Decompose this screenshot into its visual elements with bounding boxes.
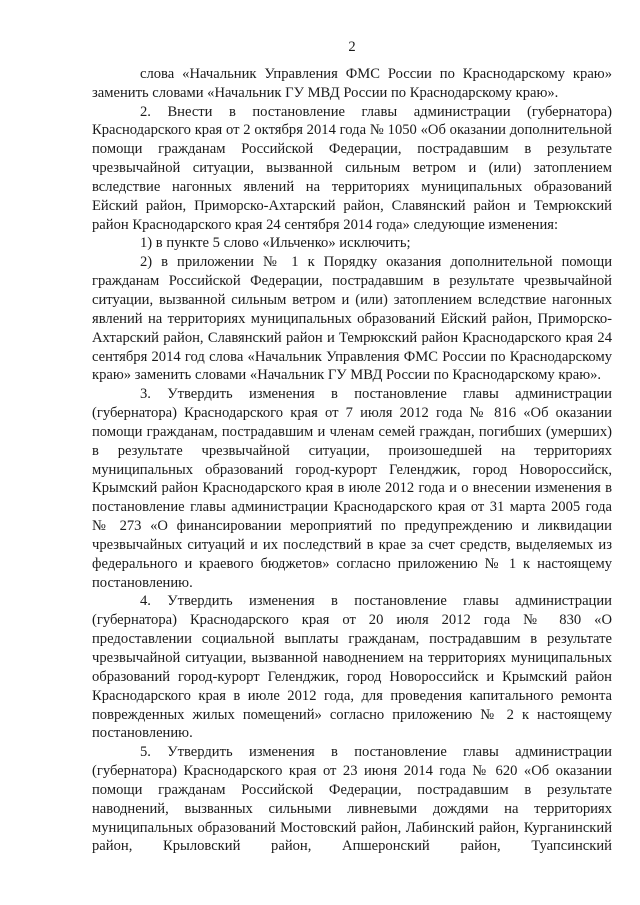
page-number: 2 [348,39,356,55]
paragraph-1: слова «Начальник Управления ФМС России по Краснодарскому краю» заменить словами «Начальник ГУ МВД России по Краснодарскому краю». [92,65,612,101]
paragraph-5: 3. Утвердить изменения в постановление главы администрации (губернатора) Краснодарского края от 7 июля 2012 года № 816 «Об оказании помощи гражданам, пострадавшим и членам семей граждан, погибших (умерших) в результате чрезвычайной ситуации, произошедшей на территориях муниципальных образований город-курорт Геленджик, город Новороссийск, Крымский район Краснодарского края в июле 2012 года и о внесении изменения в постановление главы администрации Краснодарского края от 31 марта 2005 года № 273 «О финансировании мероприятий по предупреждению и ликвидации чрезвычайных ситуаций и их последствий в крае за счет средств, выделяемых из федерального и краевого бюджетов» согласно приложению № 1 к настоящему постановлению. [92,386,612,591]
paragraph-3: 1) в пункте 5 слово «Ильченко» исключить; [140,235,411,252]
paragraph-7: 5. Утвердить изменения в постановление главы администрации (губернатора) Краснодарского края от 23 июня 2014 года № 620 «Об оказании помощи гражданам Российской Федерации, пострадавшим в результате наводнений, вызванных сильными ливневыми дождями на территориях муниципальных образований Мостовский район, Лабинский район, Курганинский район, Крыловский район, Апшеронский район, Туапсинский [92,744,612,855]
paragraph-2: 2. Внести в постановление главы администрации (губернатора) Краснодарского края от 2 октября 2014 года № 1050 «Об оказании дополнительной помощи гражданам Российской Федерации, пострадавшим в результате чрезвычайной ситуации, вызванной сильным ветром и (или) затоплением вследствие нагонных явлений на территориях муниципальных образований Ейский район, Приморско-Ахтарский район, Славянский район и Темрюкский район Краснодарского края 24 сентября 2014 года» следующие изменения: [92,103,612,233]
paragraph-6: 4. Утвердить изменения в постановление главы администрации (губернатора) Краснодарского края от 20 июля 2012 года № 830 «О предоставлении социальной выплаты гражданам, пострадавшим в результате чрезвычайной ситуации, вызванной наводнением на территориях муниципальных образований город-курорт Геленджик, город Новороссийск и Крымский район Краснодарского края в июле 2012 года, для проведения капитального ремонта поврежденных жилых помещений» согласно приложению № 2 к настоящему постановлению. [92,593,612,742]
document-body [92,65,612,856]
document-page [92,38,612,856]
paragraph-4: 2) в приложении № 1 к Порядку оказания дополнительной помощи гражданам Российской Федерации, пострадавшим в результате чрезвычайной ситуации, вызванной сильным ветром и (или) затоплением вследствие нагонных явлений на территориях муниципальных образований Ейский район, Приморско-Ахтарский район, Славянский район и Темрюкский район Краснодарского края 24 сентября 2014 год слова «Начальник Управления ФМС России по Краснодарскому краю» заменить словами «Начальник ГУ МВД России по Краснодарскому краю». [92,254,612,384]
